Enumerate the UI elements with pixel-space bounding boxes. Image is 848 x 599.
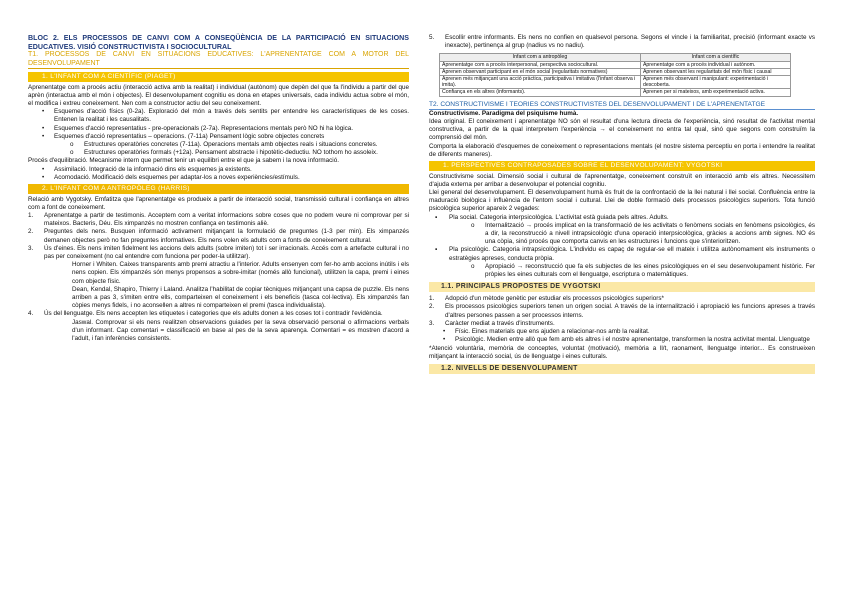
list-item: 1. Adopció d'un mètode genètic per estudiar els processos psicològics superiors* [429,295,664,303]
table-cell: Confiança en els altres (informants). [440,89,641,96]
table-cell: Aprenen per si mateixos, amb experimentació activa. [640,89,790,96]
section-piaget-header: 1. L'INFANT COM A CIENTÍFIC (PIAGET) [28,72,409,82]
table-cell: Aprenentatge com a procés individual i autònom. [640,61,790,68]
bloc-title: BLOC 2. ELS PROCESSOS DE CANVI COM A CONSEQÜÈNCIA DE LA PARTICIPACIÓ EN SITUACIONS EDUCATIVES. VISIÓ CONSTRUCTIVISTA I SOCIOCULTURAL [28,34,409,51]
table-cell: Aprenen observant les regularitats del món físic i causal [640,68,790,75]
piaget-substages-list [28,141,409,157]
list-item: • Assimilació. Integració de la informació dins els esquemes ja existents. [28,166,409,174]
table-cell: Aprenen observant participant en el món social (regularitats normatives) [440,68,641,75]
planes-list-2 [429,246,815,262]
left-column [28,34,409,343]
list-item: o Estructures operatòries formals (+12a). Pensament abstracte i hipotètic-deductiu. NO tothom ho assoleix. [28,149,409,157]
table-row [440,54,791,61]
comparison-table [439,53,791,96]
list-item: • Psicològic. Medien entre allò que fem amb els altres i el nostre aprenentatge, transformen la nostra activitat mental. Llenguatge [429,336,815,344]
list-item: 5. Escollir entre informants. Els nens no confien en qualsevol persona. Segons el vincle i la familiaritat, precisió (informant exacte vs inexacte), pertinença al grup (nadius vs no nadiu). [429,34,815,50]
proposals-list [429,295,815,328]
list-item: • Acomodació. Modificació dels esquemes per adaptar-los a noves experiències/estímuls. [28,174,409,182]
list-item: • Físic. Eines materials que ens ajuden a relacionar-nos amb la realitat. [429,328,815,336]
table-row [440,61,791,68]
table-row [440,68,791,75]
table-cell: Aprenentatge com a procés interpersonal, perspectiva sociocultural. [440,61,641,68]
list-item: ▪ Pla social. Categoria interpsicològica. L'activitat està guiada pels altres. Adults. [429,214,815,222]
internalization-list [429,222,815,247]
list-item: o Estructures operatòries concretes (7-11a). Operacions mentals amb objectes reals i situacions concretes. [28,141,409,149]
instruments-list [429,328,815,344]
table-header: Infant com a antropòleg [440,54,641,61]
section-harris-header: 2. L'INFANT COM A ANTROPÒLEG (HARRIS) [28,184,409,194]
schemes-text: Comporta la elaboració d'esquemes de coneixement o representacions mentals (el nostre sistema perceptiu en porta i entendre la realitat de diferents maneres). [429,142,815,158]
list-item: 3. Ús d'eines. Els nens imiten fidelment les accions dels adults (sobre imiten) tot i ser irracionals. Accés com a artefacte cultural i no pas per coneixement (no cal entendre com funciona per poder-la utilitzar). [28,244,409,261]
original-idea-text: Idea original. El coneixement i aprenentatge NO són el resultat d'una lectura directa de l'experiència, sinó resultat de l'activitat mental constructiva, a partir de la qual interpretem l'experiència → el coneixement no entra tal qual, sinó que segons com construïm la comprensió del món. [429,118,815,142]
right-column [429,34,815,377]
footnote-text: *Atenció voluntària, memòria de conceptes, voluntat (motivació), memòria a ll/t, raonament, llenguatge interior... Es construeixen mitjançant la interacció social, ús de llenguatge i eines culturals. [429,344,815,360]
appropriation-list [429,263,815,279]
harris-list [28,212,409,261]
harris-intro: Relació amb Vygotsky. Emfatitza que l'aprenentatge es produeix a partir de interacció social, transmissió cultural i confiança en altres com a font de coneixement. [28,195,409,211]
harris-list-right [429,34,815,50]
table-cell: Aprenen més observant i manipulant: experimentació i descoberta. [640,76,790,89]
list-item: • Esquemes d'acció representatius – operacions. (7-11a) Pensament lògic sobre objectes concrets [28,133,409,141]
planes-list [429,214,815,222]
piaget-stages-list [28,108,409,141]
list-item: • Esquemes d'acció representatius - pre-operacionals (2-7a). Representacions mentals però NO hi ha lògica. [28,125,409,133]
list-item: 3. Caràcter mediat a través d'instruments. [429,319,555,327]
table-cell: Aprenen més mitjançant una acció pràctica, participativa i imitativa (l'infant observa i imita). [440,76,641,89]
jaswal-text: Jaswal. Comprovar si els nens realitzen observacions guiades per la seva observació personal o afirmacions verbals d'un informant. Cap comentari = classificació en base al pes de la seva aparença. Comentari = es mostren d'acord a l'adult, i fan inferències consistents. [72,318,409,343]
social-constructivism-text: Constructivisme social. Dimensió social i cultural de l'aprenentatge, coneixement construït en interacció amb els altres. Necessitem d'ajuda externa per arribar a desenvolupar el potencial cognitiu. [429,172,815,188]
topic-2-title: T2. CONSTRUCTIVISME I TEORIES CONSTRUCTIVISTES DEL DESENVOLUPAMENT I DE L'APRENENTATGE [429,101,815,110]
list-item: 2. Els processos psicològics superiors tenen un origen social. A través de la internalització i apropiació les funcions apreses a través d'altres persones passen a ser processos interns. [429,303,815,319]
list-item: ▪ Pla psicològic. Categoria intrapsicològica. L'individu es capaç de regular-se ell mateix i utilitza autònomament els instruments o estratègies apreses, conducta pròpia. [429,246,815,262]
constructivism-def: Constructivisme. Paradigma del psiquisme humà. [429,109,579,117]
piaget-intro: Aprenentatge com a procés actiu (interacció activa amb la realitat) i individual (autònom) que depèn del que fa l'individu a partir del que aprèn (interactua amb el món i objectes). El desenvolupament cognitiu es dona en etapes universals, cada individu actua sobre el món, el modifica i extreu coneixement. Nen com a constructor actiu del seu coneixement. [28,83,409,107]
list-item: • Esquemes d'acció físics (0-2a). Exploració del món a través dels sentits per entendre les característiques de les coses. Entenen la realitat i les causalitats. [28,108,409,124]
equilibration-text: Procés d'equilibració. Mecanisme intern que permet tenir un equilibri entre el que ja sabem i la nova informació. [28,157,339,165]
list-item: o Apropiació → reconstrucció que fa els subjectes de les eines psicològiques en el seu desenvolupament històric. Fer pròpies les eines culturals com el llenguatge, escriptura o matemàtiques. [429,263,815,279]
horner-whiten-text: Horner i Whiten. Caixes transparents amb premi atractiu a l'interior. Adults ensenyen com fer-ho amb accions inútils i els nens copien. Els ximpanzés són menys propensos a sobre-imitar (només allò funcional), utilitzen la capa, premi i eines com objecte físic. [72,261,409,285]
list-item: 1. Aprenentatge a partir de testimonis. Acceptem com a veritat informacions sobre coses que no podem veure ni comprovar per si mateixos. Bacteris, Déu. Els ximpanzés no mostren confiança en testimonis aliè. [28,212,409,228]
table-row [440,89,791,96]
subsection-proposals-header: 1.1. PRINCIPALS PROPOSTES DE VYGOTSKI [429,282,815,292]
list-item: 4. Ús del llenguatge. Els nens accepten les etiquetes i categories que els adults donen a les coses tot i contradir l'evidència. [28,310,383,318]
topic-1-title: T1. PROCESSOS DE CANVI EN SITUACIONS EDUCATIVES: L'APRENENTATGE COM A MOTOR DEL DESENVOLUPAMENT [28,51,409,69]
section-vygotski-header: 1. PERSPECTIVES CONTRAPOSADES SOBRE EL DESENVOLUPAMENT: VYGOTSKI [429,161,815,171]
equilibration-list [28,166,409,182]
table-header: Infant com a científic [640,54,790,61]
list-item: o Internalització → procés implicat en la transformació de les activitats o fenòmens socials en fenòmens psicològics, és a dir, la reconstrucció a nivell intrapsicològic d'una operació interpsicològica, gràcies a accions amb signes. NO és una còpia, sinó procés que comporta canvis en les estructures i funcions que s'interioritzen. [429,222,815,247]
dean-study-text: Dean, Kendal, Shapiro, Thierry i Laland. Analitza l'habilitat de copiar tècniques mitjançant una capsa de puzzle. Els nens arriben a pas 3, s'imiten entre ells, comparteixen el coneixement i els beneficis (tasca col·lectiva). Els ximpanzés fan còpies menys fidels, i no aconsellen a altres ni comparteixen el premi (tasca individualista). [72,285,409,310]
general-law-text: Llei general del desenvolupament. El desenvolupament humà és fruit de la confrontació de la llei natural i llei social. Confluència entre la maduració biològica i influència de l'entorn social i cultural. Llei de doble formació dels processos psicològics superiors. Tota funció psicològica superior apareix 2 vegades: [429,189,815,213]
table-row [440,76,791,89]
harris-list-cont [28,310,409,318]
subsection-levels-header: 1.2. NIVELLS DE DESENVOLUPAMENT [429,364,815,374]
list-item: 2. Preguntes dels nens. Busquen informació activament mitjançant la formulació de preguntes (1-3 per min). Els ximpanzés demanen objectes però no fan preguntes informatives. Els nens volen els adults com a fonts de coneixement cultural. [28,228,409,244]
